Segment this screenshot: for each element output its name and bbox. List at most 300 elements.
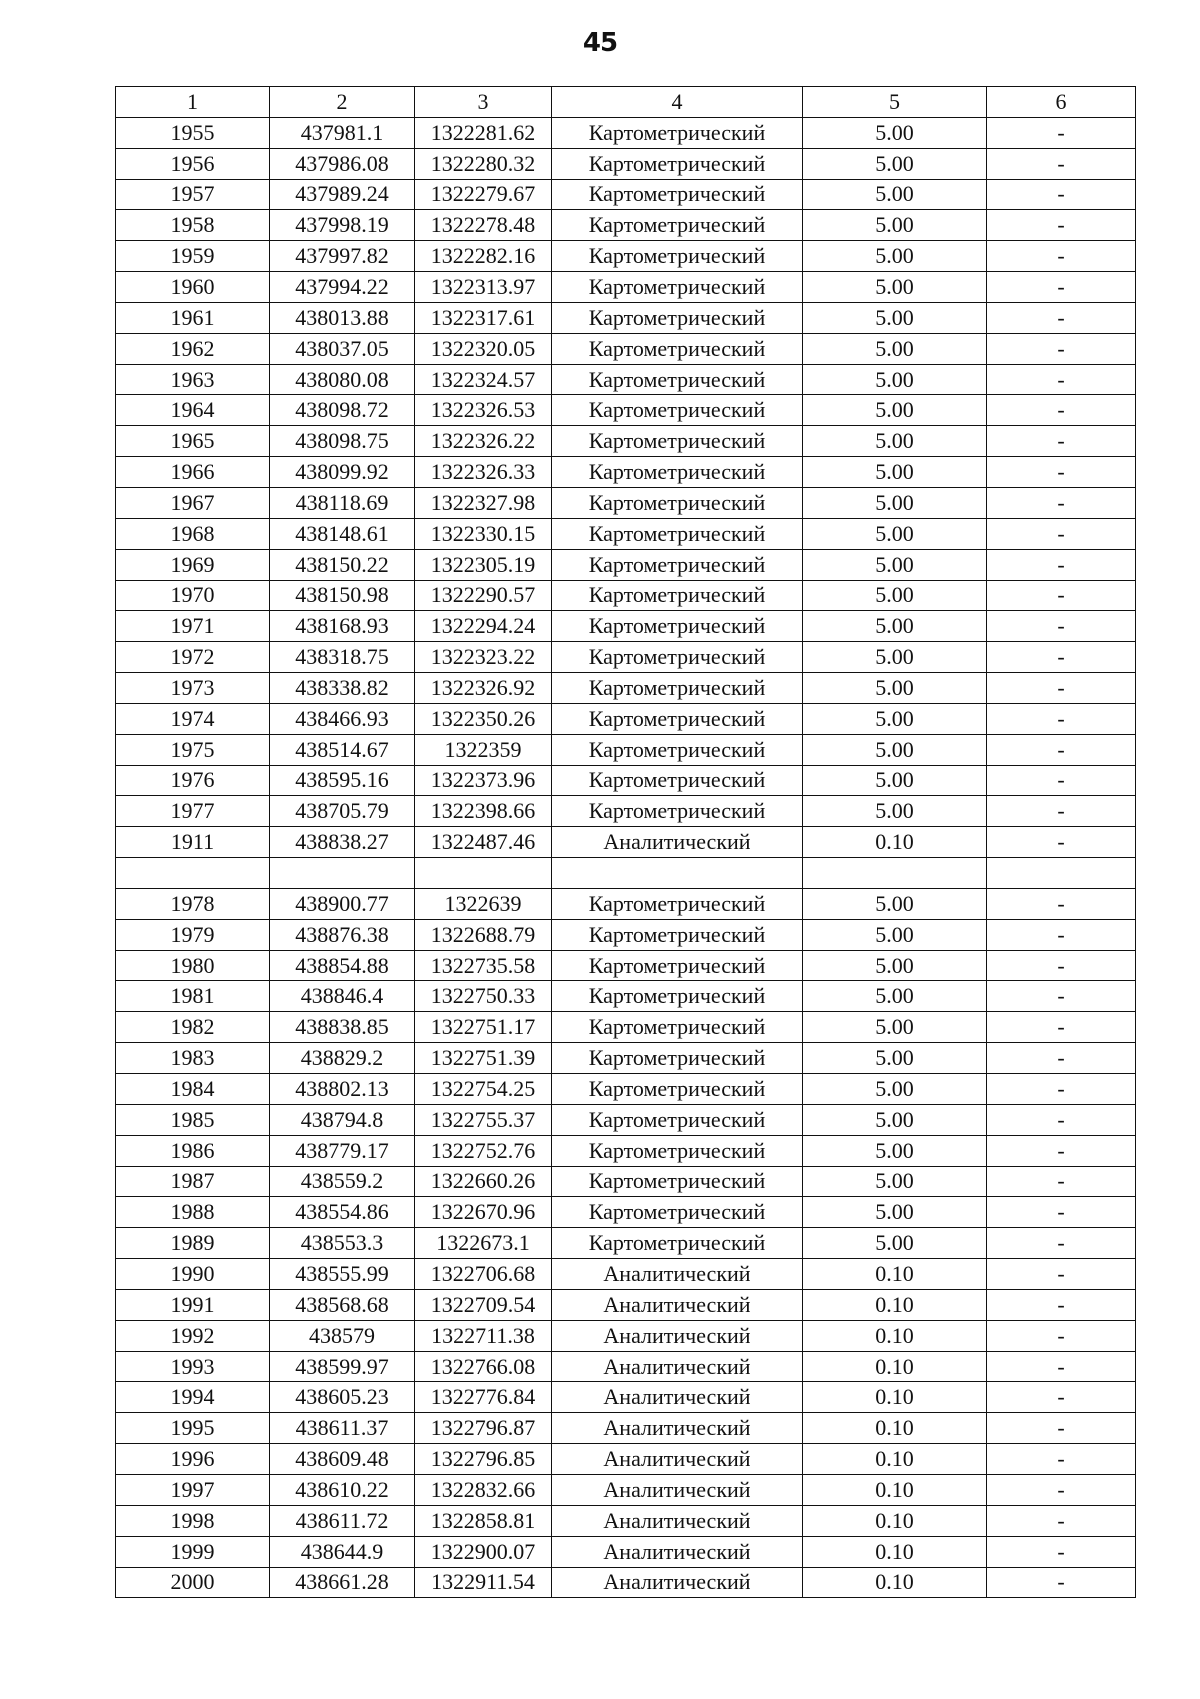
accuracy-cell: 5.00 — [803, 1104, 987, 1135]
table-row — [116, 1320, 1136, 1351]
x-coordinate-cell: 438900.77 — [270, 888, 415, 919]
x-coordinate-cell: 438854.88 — [270, 950, 415, 981]
note-cell: - — [987, 1104, 1136, 1135]
note-cell: - — [987, 1289, 1136, 1320]
y-coordinate-cell: 1322487.46 — [415, 827, 552, 858]
point-number-cell: 1970 — [116, 580, 270, 611]
table-body — [116, 87, 1136, 1598]
x-coordinate-cell: 437986.08 — [270, 148, 415, 179]
y-coordinate-cell: 1322900.07 — [415, 1536, 552, 1567]
note-cell: - — [987, 1166, 1136, 1197]
x-coordinate-cell: 438605.23 — [270, 1382, 415, 1413]
x-coordinate-cell: 438579 — [270, 1320, 415, 1351]
note-cell: - — [987, 1567, 1136, 1598]
accuracy-cell: 0.10 — [803, 1474, 987, 1505]
method-cell: Аналитический — [552, 1320, 803, 1351]
table-row — [116, 333, 1136, 364]
point-number-cell: 1967 — [116, 487, 270, 518]
accuracy-cell: 5.00 — [803, 611, 987, 642]
y-coordinate-cell: 1322282.16 — [415, 241, 552, 272]
x-coordinate-cell: 438779.17 — [270, 1135, 415, 1166]
y-coordinate-cell: 1322359 — [415, 734, 552, 765]
table-row — [116, 1228, 1136, 1259]
note-cell: - — [987, 272, 1136, 303]
x-coordinate-cell: 438037.05 — [270, 333, 415, 364]
note-cell: - — [987, 950, 1136, 981]
x-coordinate-cell: 438595.16 — [270, 765, 415, 796]
x-coordinate-cell: 437994.22 — [270, 272, 415, 303]
accuracy-cell: 5.00 — [803, 1197, 987, 1228]
x-coordinate-cell: 438080.08 — [270, 364, 415, 395]
y-coordinate-cell: 1322326.53 — [415, 395, 552, 426]
point-number-cell: 1992 — [116, 1320, 270, 1351]
point-number-cell: 1959 — [116, 241, 270, 272]
note-cell: - — [987, 703, 1136, 734]
accuracy-cell: 5.00 — [803, 179, 987, 210]
accuracy-cell: 0.10 — [803, 1413, 987, 1444]
accuracy-cell: 5.00 — [803, 673, 987, 704]
table-row — [116, 179, 1136, 210]
table-row — [116, 580, 1136, 611]
method-cell: Картометрический — [552, 734, 803, 765]
method-cell: Картометрический — [552, 241, 803, 272]
accuracy-cell: 5.00 — [803, 1135, 987, 1166]
table-row — [116, 302, 1136, 333]
y-coordinate-cell: 1322751.39 — [415, 1043, 552, 1074]
point-number-cell: 1975 — [116, 734, 270, 765]
method-cell: Картометрический — [552, 1197, 803, 1228]
note-cell: - — [987, 888, 1136, 919]
point-number-cell: 1911 — [116, 827, 270, 858]
point-number-cell: 1958 — [116, 210, 270, 241]
y-coordinate-cell: 1322832.66 — [415, 1474, 552, 1505]
y-coordinate-cell: 1322294.24 — [415, 611, 552, 642]
point-number-cell: 1998 — [116, 1505, 270, 1536]
y-coordinate-cell: 1322280.32 — [415, 148, 552, 179]
table-row — [116, 858, 1136, 889]
method-cell: Картометрический — [552, 611, 803, 642]
table-row — [116, 487, 1136, 518]
accuracy-cell: 5.00 — [803, 1043, 987, 1074]
point-number-cell: 1987 — [116, 1166, 270, 1197]
point-number-cell: 1983 — [116, 1043, 270, 1074]
x-coordinate-cell: 438555.99 — [270, 1259, 415, 1290]
note-cell: - — [987, 1351, 1136, 1382]
point-number-cell: 1979 — [116, 919, 270, 950]
table-row — [116, 703, 1136, 734]
x-coordinate-cell: 438876.38 — [270, 919, 415, 950]
accuracy-cell: 5.00 — [803, 1228, 987, 1259]
accuracy-cell: 5.00 — [803, 302, 987, 333]
method-cell: Аналитический — [552, 1382, 803, 1413]
method-cell: Картометрический — [552, 1074, 803, 1105]
note-cell: - — [987, 364, 1136, 395]
point-number-cell: 1988 — [116, 1197, 270, 1228]
point-number-cell: 1999 — [116, 1536, 270, 1567]
y-coordinate-cell: 1322327.98 — [415, 487, 552, 518]
accuracy-cell: 0.10 — [803, 1536, 987, 1567]
note-cell: - — [987, 1135, 1136, 1166]
table-row — [116, 1259, 1136, 1290]
y-coordinate-cell: 1322305.19 — [415, 549, 552, 580]
x-coordinate-cell: 438013.88 — [270, 302, 415, 333]
point-number-cell: 1990 — [116, 1259, 270, 1290]
y-coordinate-cell: 1322350.26 — [415, 703, 552, 734]
table-row — [116, 395, 1136, 426]
method-cell: Аналитический — [552, 1289, 803, 1320]
y-coordinate-cell: 1322673.1 — [415, 1228, 552, 1259]
y-coordinate-cell: 1322735.58 — [415, 950, 552, 981]
table-row — [116, 765, 1136, 796]
y-coordinate-cell: 1322317.61 — [415, 302, 552, 333]
point-number-cell: 1986 — [116, 1135, 270, 1166]
method-cell: Картометрический — [552, 364, 803, 395]
note-cell: - — [987, 518, 1136, 549]
y-coordinate-cell: 1322796.85 — [415, 1444, 552, 1475]
note-cell: - — [987, 919, 1136, 950]
table-row — [116, 642, 1136, 673]
x-coordinate-cell: 438338.82 — [270, 673, 415, 704]
table-row — [116, 1444, 1136, 1475]
note-cell: - — [987, 1197, 1136, 1228]
point-number-cell: 1985 — [116, 1104, 270, 1135]
method-cell: Картометрический — [552, 1043, 803, 1074]
x-coordinate-cell: 438466.93 — [270, 703, 415, 734]
method-cell: Картометрический — [552, 950, 803, 981]
point-number-cell: 1995 — [116, 1413, 270, 1444]
x-coordinate-cell: 437998.19 — [270, 210, 415, 241]
note-cell: - — [987, 827, 1136, 858]
method-cell: Картометрический — [552, 1012, 803, 1043]
accuracy-cell: 0.10 — [803, 1382, 987, 1413]
method-cell: Картометрический — [552, 1135, 803, 1166]
point-number-cell: 1996 — [116, 1444, 270, 1475]
point-number-cell: 1976 — [116, 765, 270, 796]
y-coordinate-cell: 1322330.15 — [415, 518, 552, 549]
x-coordinate-cell: 438514.67 — [270, 734, 415, 765]
accuracy-cell: 5.00 — [803, 919, 987, 950]
method-cell: Картометрический — [552, 518, 803, 549]
table-row — [116, 1104, 1136, 1135]
y-coordinate-cell: 1322711.38 — [415, 1320, 552, 1351]
column-header: 5 — [803, 87, 987, 118]
accuracy-cell: 0.10 — [803, 1351, 987, 1382]
note-cell: - — [987, 549, 1136, 580]
point-number-cell: 1993 — [116, 1351, 270, 1382]
point-number-cell: 1955 — [116, 117, 270, 148]
method-cell: Аналитический — [552, 1536, 803, 1567]
accuracy-cell: 0.10 — [803, 1444, 987, 1475]
table-row — [116, 827, 1136, 858]
point-number-cell: 1978 — [116, 888, 270, 919]
table-row — [116, 364, 1136, 395]
x-coordinate-cell: 438168.93 — [270, 611, 415, 642]
accuracy-cell: 0.10 — [803, 1567, 987, 1598]
table-row — [116, 1351, 1136, 1382]
x-coordinate-cell: 437989.24 — [270, 179, 415, 210]
x-coordinate-cell: 438609.48 — [270, 1444, 415, 1475]
method-cell: Картометрический — [552, 703, 803, 734]
x-coordinate-cell: 438554.86 — [270, 1197, 415, 1228]
note-cell: - — [987, 395, 1136, 426]
y-coordinate-cell: 1322323.22 — [415, 642, 552, 673]
table-row — [116, 1074, 1136, 1105]
note-cell: - — [987, 1320, 1136, 1351]
note-cell — [987, 858, 1136, 889]
point-number-cell: 1973 — [116, 673, 270, 704]
method-cell: Картометрический — [552, 1166, 803, 1197]
point-number-cell: 1962 — [116, 333, 270, 364]
x-coordinate-cell: 438599.97 — [270, 1351, 415, 1382]
accuracy-cell: 0.10 — [803, 1259, 987, 1290]
y-coordinate-cell: 1322750.33 — [415, 981, 552, 1012]
method-cell: Аналитический — [552, 827, 803, 858]
note-cell: - — [987, 1259, 1136, 1290]
x-coordinate-cell: 438559.2 — [270, 1166, 415, 1197]
x-coordinate-cell: 437997.82 — [270, 241, 415, 272]
accuracy-cell: 5.00 — [803, 272, 987, 303]
y-coordinate-cell: 1322326.22 — [415, 426, 552, 457]
method-cell: Картометрический — [552, 210, 803, 241]
accuracy-cell: 5.00 — [803, 1012, 987, 1043]
table-row — [116, 1289, 1136, 1320]
note-cell: - — [987, 457, 1136, 488]
accuracy-cell: 5.00 — [803, 1074, 987, 1105]
point-number-cell: 1971 — [116, 611, 270, 642]
x-coordinate-cell: 438611.37 — [270, 1413, 415, 1444]
note-cell: - — [987, 673, 1136, 704]
accuracy-cell: 5.00 — [803, 642, 987, 673]
point-number-cell: 1989 — [116, 1228, 270, 1259]
note-cell: - — [987, 765, 1136, 796]
y-coordinate-cell: 1322709.54 — [415, 1289, 552, 1320]
table-row — [116, 1166, 1136, 1197]
x-coordinate-cell: 438150.22 — [270, 549, 415, 580]
method-cell: Картометрический — [552, 642, 803, 673]
method-cell: Аналитический — [552, 1505, 803, 1536]
x-coordinate-cell: 438318.75 — [270, 642, 415, 673]
y-coordinate-cell: 1322706.68 — [415, 1259, 552, 1290]
note-cell: - — [987, 1444, 1136, 1475]
x-coordinate-cell: 438794.8 — [270, 1104, 415, 1135]
y-coordinate-cell: 1322911.54 — [415, 1567, 552, 1598]
y-coordinate-cell: 1322639 — [415, 888, 552, 919]
point-number-cell: 1963 — [116, 364, 270, 395]
y-coordinate-cell: 1322670.96 — [415, 1197, 552, 1228]
table-row — [116, 272, 1136, 303]
page-number: 45 — [582, 28, 618, 58]
point-number-cell: 1980 — [116, 950, 270, 981]
point-number-cell: 1977 — [116, 796, 270, 827]
x-coordinate-cell: 438150.98 — [270, 580, 415, 611]
method-cell: Картометрический — [552, 395, 803, 426]
y-coordinate-cell: 1322281.62 — [415, 117, 552, 148]
method-cell: Картометрический — [552, 426, 803, 457]
note-cell: - — [987, 241, 1136, 272]
table-row — [116, 1413, 1136, 1444]
method-cell: Картометрический — [552, 272, 803, 303]
table-row — [116, 1382, 1136, 1413]
note-cell: - — [987, 210, 1136, 241]
y-coordinate-cell: 1322320.05 — [415, 333, 552, 364]
accuracy-cell: 0.10 — [803, 827, 987, 858]
column-header: 4 — [552, 87, 803, 118]
point-number-cell: 1981 — [116, 981, 270, 1012]
accuracy-cell: 5.00 — [803, 549, 987, 580]
note-cell: - — [987, 1382, 1136, 1413]
accuracy-cell: 5.00 — [803, 487, 987, 518]
accuracy-cell: 5.00 — [803, 364, 987, 395]
x-coordinate-cell: 437981.1 — [270, 117, 415, 148]
table-row — [116, 919, 1136, 950]
method-cell: Аналитический — [552, 1474, 803, 1505]
accuracy-cell: 5.00 — [803, 148, 987, 179]
y-coordinate-cell: 1322278.48 — [415, 210, 552, 241]
y-coordinate-cell: 1322290.57 — [415, 580, 552, 611]
y-coordinate-cell: 1322326.33 — [415, 457, 552, 488]
point-number-cell: 1965 — [116, 426, 270, 457]
accuracy-cell: 5.00 — [803, 117, 987, 148]
accuracy-cell: 5.00 — [803, 457, 987, 488]
table-row — [116, 981, 1136, 1012]
x-coordinate-cell — [270, 858, 415, 889]
point-number-cell: 1961 — [116, 302, 270, 333]
method-cell: Картометрический — [552, 1104, 803, 1135]
y-coordinate-cell: 1322688.79 — [415, 919, 552, 950]
accuracy-cell: 5.00 — [803, 518, 987, 549]
note-cell: - — [987, 487, 1136, 518]
method-cell: Картометрический — [552, 117, 803, 148]
note-cell: - — [987, 1012, 1136, 1043]
y-coordinate-cell: 1322796.87 — [415, 1413, 552, 1444]
method-cell: Картометрический — [552, 457, 803, 488]
table-row — [116, 1536, 1136, 1567]
column-header: 2 — [270, 87, 415, 118]
table-row — [116, 518, 1136, 549]
x-coordinate-cell: 438118.69 — [270, 487, 415, 518]
note-cell: - — [987, 1413, 1136, 1444]
point-number-cell: 1964 — [116, 395, 270, 426]
method-cell: Картометрический — [552, 549, 803, 580]
method-cell: Аналитический — [552, 1413, 803, 1444]
column-header: 6 — [987, 87, 1136, 118]
note-cell: - — [987, 611, 1136, 642]
table-row — [116, 611, 1136, 642]
table-row — [116, 148, 1136, 179]
point-number-cell: 1974 — [116, 703, 270, 734]
x-coordinate-cell: 438829.2 — [270, 1043, 415, 1074]
y-coordinate-cell: 1322326.92 — [415, 673, 552, 704]
note-cell: - — [987, 333, 1136, 364]
y-coordinate-cell: 1322751.17 — [415, 1012, 552, 1043]
x-coordinate-cell: 438846.4 — [270, 981, 415, 1012]
note-cell: - — [987, 426, 1136, 457]
accuracy-cell: 5.00 — [803, 241, 987, 272]
note-cell: - — [987, 734, 1136, 765]
table-row — [116, 1505, 1136, 1536]
table-row — [116, 1043, 1136, 1074]
method-cell: Аналитический — [552, 1351, 803, 1382]
y-coordinate-cell — [415, 858, 552, 889]
method-cell: Картометрический — [552, 765, 803, 796]
column-header: 1 — [116, 87, 270, 118]
point-number-cell: 1997 — [116, 1474, 270, 1505]
y-coordinate-cell: 1322776.84 — [415, 1382, 552, 1413]
method-cell: Картометрический — [552, 981, 803, 1012]
table-row — [116, 1474, 1136, 1505]
x-coordinate-cell: 438611.72 — [270, 1505, 415, 1536]
y-coordinate-cell: 1322324.57 — [415, 364, 552, 395]
accuracy-cell: 5.00 — [803, 426, 987, 457]
accuracy-cell: 5.00 — [803, 796, 987, 827]
accuracy-cell: 0.10 — [803, 1505, 987, 1536]
accuracy-cell: 5.00 — [803, 734, 987, 765]
table-row — [116, 426, 1136, 457]
method-cell: Аналитический — [552, 1259, 803, 1290]
method-cell: Аналитический — [552, 1567, 803, 1598]
point-number-cell: 1960 — [116, 272, 270, 303]
point-number-cell: 2000 — [116, 1567, 270, 1598]
method-cell: Картометрический — [552, 333, 803, 364]
table-row — [116, 1197, 1136, 1228]
table-row — [116, 1567, 1136, 1598]
method-cell — [552, 858, 803, 889]
table-row — [116, 950, 1136, 981]
method-cell: Картометрический — [552, 148, 803, 179]
point-number-cell: 1991 — [116, 1289, 270, 1320]
note-cell: - — [987, 981, 1136, 1012]
accuracy-cell: 5.00 — [803, 1166, 987, 1197]
table-row — [116, 796, 1136, 827]
table-header-row — [116, 87, 1136, 118]
x-coordinate-cell: 438705.79 — [270, 796, 415, 827]
point-number-cell: 1984 — [116, 1074, 270, 1105]
method-cell: Картометрический — [552, 1228, 803, 1259]
method-cell: Картометрический — [552, 487, 803, 518]
note-cell: - — [987, 1505, 1136, 1536]
table-row — [116, 673, 1136, 704]
y-coordinate-cell: 1322279.67 — [415, 179, 552, 210]
y-coordinate-cell: 1322755.37 — [415, 1104, 552, 1135]
accuracy-cell: 5.00 — [803, 765, 987, 796]
point-number-cell: 1968 — [116, 518, 270, 549]
table-row — [116, 210, 1136, 241]
point-number-cell: 1969 — [116, 549, 270, 580]
x-coordinate-cell: 438148.61 — [270, 518, 415, 549]
method-cell: Картометрический — [552, 580, 803, 611]
note-cell: - — [987, 1228, 1136, 1259]
y-coordinate-cell: 1322766.08 — [415, 1351, 552, 1382]
method-cell: Аналитический — [552, 1444, 803, 1475]
column-header: 3 — [415, 87, 552, 118]
point-number-cell: 1994 — [116, 1382, 270, 1413]
note-cell: - — [987, 148, 1136, 179]
x-coordinate-cell: 438098.72 — [270, 395, 415, 426]
y-coordinate-cell: 1322858.81 — [415, 1505, 552, 1536]
table-row — [116, 117, 1136, 148]
note-cell: - — [987, 580, 1136, 611]
accuracy-cell: 5.00 — [803, 981, 987, 1012]
table-row — [116, 734, 1136, 765]
point-number-cell: 1972 — [116, 642, 270, 673]
note-cell: - — [987, 302, 1136, 333]
accuracy-cell: 5.00 — [803, 888, 987, 919]
x-coordinate-cell: 438644.9 — [270, 1536, 415, 1567]
accuracy-cell: 0.10 — [803, 1289, 987, 1320]
y-coordinate-cell: 1322660.26 — [415, 1166, 552, 1197]
x-coordinate-cell: 438553.3 — [270, 1228, 415, 1259]
y-coordinate-cell: 1322313.97 — [415, 272, 552, 303]
